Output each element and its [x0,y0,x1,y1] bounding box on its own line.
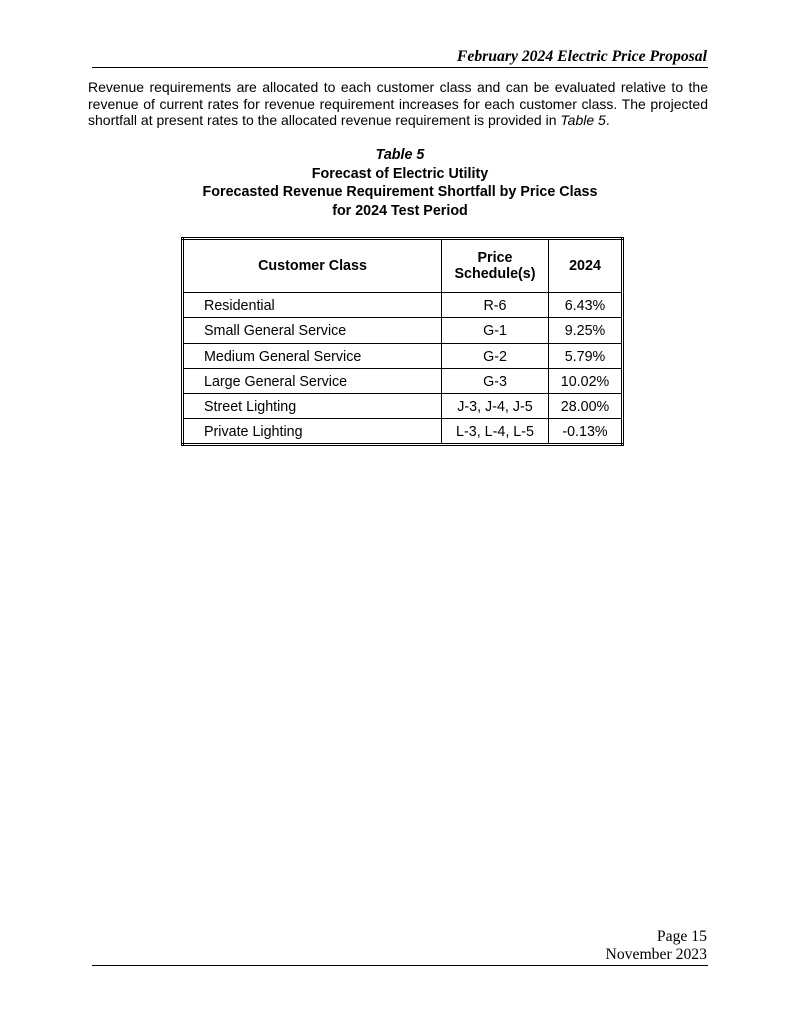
cell-customer-class: Private Lighting [183,419,442,444]
page-footer [605,928,707,964]
cell-shortfall: 5.79% [549,343,623,368]
cell-shortfall: 9.25% [549,318,623,343]
footer-date: November 2023 [605,946,707,963]
table-row [183,368,623,393]
intro-paragraph-end: . [605,112,610,128]
table-title-line-3: for 2024 Test Period [332,203,468,220]
cell-customer-class: Large General Service [183,368,442,393]
table-row [183,293,623,318]
col-header-price-schedule-line-1: Price [477,249,513,266]
cell-price-schedule: G-2 [442,343,549,368]
table-header-row [183,239,623,293]
cell-customer-class: Medium General Service [183,343,442,368]
document-header-title: February 2024 Electric Price Proposal [456,48,707,65]
col-header-year: 2024 [549,239,623,293]
footer-rule [92,965,708,966]
table-title-line-2: Forecasted Revenue Requirement Shortfall by Price Class [202,184,598,201]
page-number: Page 15 [656,928,707,945]
cell-shortfall: 10.02% [549,368,623,393]
col-header-price-schedule-line-2: Schedule(s) [454,266,536,282]
cell-price-schedule: R-6 [442,293,549,318]
col-header-customer-class: Customer Class [183,239,442,293]
table-row [183,394,623,419]
cell-customer-class: Residential [183,293,442,318]
intro-paragraph-text: Revenue requirements are allocated to each customer class and can be evaluated relative to the revenue of current rates for revenue requirement increases for each customer class. The projected shortfall at present rates to the allocated revenue requirement is provided in [88,79,708,128]
cell-customer-class: Small General Service [183,318,442,343]
intro-paragraph [88,79,708,129]
table-reference: Table 5 [560,112,606,128]
col-header-price-schedule [442,239,549,293]
cell-price-schedule: G-1 [442,318,549,343]
table-row [183,318,623,343]
header-rule [92,67,708,68]
cell-shortfall: -0.13% [549,419,623,444]
cell-shortfall: 6.43% [549,293,623,318]
table-title-line-1: Forecast of Electric Utility [311,165,489,182]
revenue-shortfall-table [181,237,624,446]
table-row [183,343,623,368]
table-row [183,419,623,444]
cell-price-schedule: G-3 [442,368,549,393]
cell-price-schedule: L-3, L-4, L-5 [442,419,549,444]
cell-price-schedule: J-3, J-4, J-5 [442,394,549,419]
cell-customer-class: Street Lighting [183,394,442,419]
cell-shortfall: 28.00% [549,394,623,419]
table-label: Table 5 [375,147,425,163]
table-caption [0,146,800,221]
